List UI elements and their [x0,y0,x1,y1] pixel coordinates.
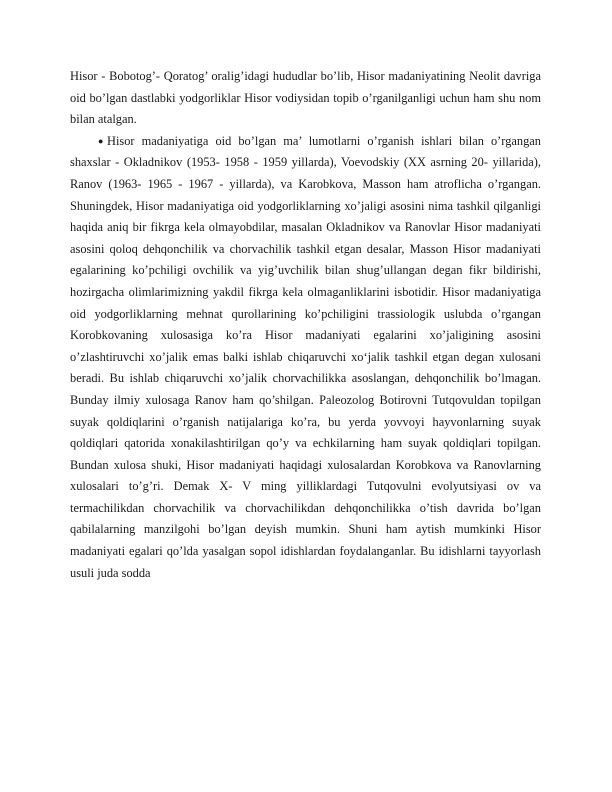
document-page [70,66,541,584]
paragraph-1-text: Hisor - Bobotog’- Qoratog’ oralig’idagi hududlar bo’lib, Hisor madaniyatining Neolit davriga oid bo’lgan dastlabki yodgorliklar Hisor vodiysidan topib o’rganilganligi uchun ham shu nom bilan atalgan. [70,69,541,127]
paragraph-1 [70,66,541,131]
paragraph-2 [70,131,541,584]
paragraph-2-text: Hisor madaniyatiga oid bo’lgan ma’ lumotlarni o’rganish ishlari bilan o’rgangan shaxslar - Okladnikov (1953- 1958 - 1959 yillarda), Voevodskiy (XX asrning 20- yillarida), Ranov (1963- 1965 - 1967 - yillarda), va Karobkova, Masson ham atroflicha o’rgangan. Shuningdek, Hisor madaniyatiga oid yodgorliklarning xo’jaligi asosini nima tashkil qilganligi haqida aniq bir fikrga kela olmayobdilar, masalan Okladnikov va Ranovlar Hisor madaniyati asosini qoloq dehqonchilik va chorvachilik tashkil etgan desalar, Masson Hisor madaniyati egalarining ko’pchiligi ovchilik va yig’uvchilik bilan shug’ullangan degan fikr bildirishi, hozirgacha olimlarimizning yakdil fikrga kela olmaganliklarini isbotidir. Hisor madaniyatiga oid yodgorliklarning mehnat qurollarining ko’pchiligini trassiologik uslubda o’rgangan Korobkovaning xulosasiga ko’ra Hisor madaniyati egalarini xo’jaligining asosini o’zlashtiruvchi xo’jalik emas balki ishlab chiqaruvchi xo‘jalik tashkil etgan degan xulosani beradi. Bu ishlab chiqaruvchi xo’jalik chorvachilikka asoslangan, dehqonchilik bo’lmagan. Bunday ilmiy xulosaga Ranov ham qo’shilgan. Paleozolog Botirovni Tutqovuldan topilgan suyak qoldiqlarini o’rganish natijalariga ko’ra, bu yerda yovvoyi hayvonlarning suyak qoldiqlari qatorida xonakilashtirilgan qo’y va echkilarning ham suyak qoldiqlari topilgan. Bundan xulosa shuki, Hisor madaniyati haqidagi xulosalardan Korobkova va Ranovlarning xulosalari to’g’ri. Demak X- V ming yilliklardagi Tutqovulni evolyutsiyasi ov va termachilikdan chorvachilik va chorvachilikdan dehqonchilikka o’tish davrida bo’lgan qabilalarning manzilgohi bo’lgan deyish mumkin. Shuni ham aytish mumkinki Hisor madaniyati egalari qo’lda yasalgan sopol idishlardan foydalanganlar. Bu idishlarni tayyorlash usuli juda sodda [70,133,541,580]
bullet-icon: ● [98,135,104,146]
